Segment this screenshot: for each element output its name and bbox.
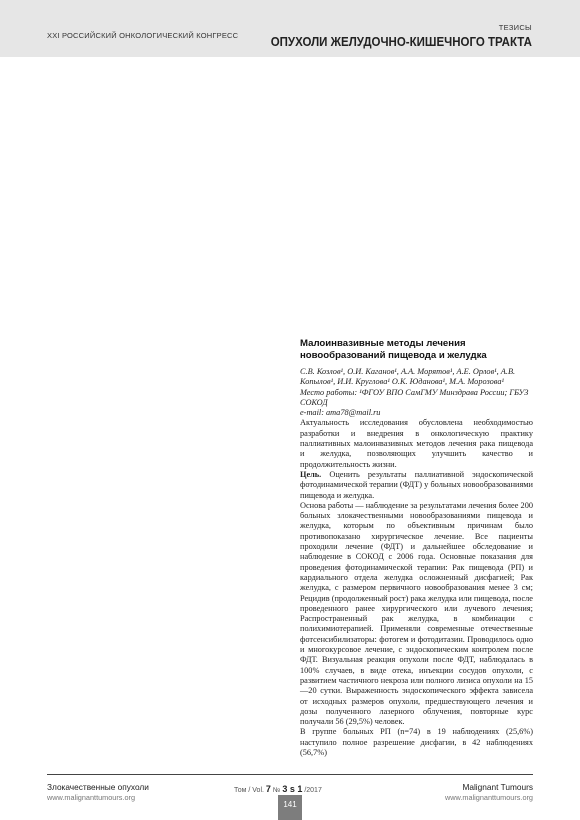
section-title: ОПУХОЛИ ЖЕЛУДОЧНО-КИШЕЧНОГО ТРАКТА [270, 35, 532, 49]
congress-title: XXI РОССИЙСКИЙ ОНКОЛОГИЧЕСКИЙ КОНГРЕСС [47, 31, 239, 40]
issue-year: /2017 [304, 787, 322, 794]
issue-number-label: № [272, 787, 281, 794]
journal-url-right[interactable]: www.malignanttumours.org [444, 793, 533, 802]
article-email: e-mail: ama78@mail.ru [300, 408, 381, 418]
article-authors: С.В. Козлов¹, О.И. Каганов¹, А.А. Морятов¹, А.Е. Орлов¹, А.В. Копылов¹, И.И. Круглова¹ О.К. Юданова¹, М.А. Морозова¹ [300, 367, 516, 387]
journal-title-ru: Злокачественные опухоли [47, 782, 149, 792]
article-affiliation: Место работы: ¹ФГОУ ВПО СамГМУ Минздрава России; ГБУЗ СОКОД [300, 387, 529, 407]
section-label: ТЕЗИСЫ [498, 23, 532, 32]
article [300, 338, 533, 758]
footer-divider [47, 774, 533, 775]
aim-label: Цель. [300, 469, 322, 479]
aim-paragraph [300, 470, 533, 501]
page-number: 141 [278, 795, 302, 820]
basis-paragraph: Основа работы — наблюдение за результатами лечения более 200 больных злокачественными новообразованиями пищевода и желудка, которым по объективным причинам было противопоказано хирургическое лечение. Все пациенты проходили лечение (ФДТ) и дальнейшее обследование и наблюдение в СОКОД с 2006 года. Основные показания для проведения фотодинамической терапии: Рак пищевода (РП) и кардиального отдела желудка осложненный дисфагией; Рак желудка, с размером первичного новообразования менее 3 см; Рецидив (продолженный рост) рака желудка или пищевода, после проведенного ранее хирургического или лучевого лечения; Распространенный рак желудка, в комбинации с полихимиотерапией. Применяли современные отечественные фотсенсибилизаторы: фотогем и фотодитазин. Проводилось одно и многокурсовое лечение, с эндоскопическим контролем после ФДТ. Визуальная реакция опухоли после ФДТ, наблюдалась в 100% случаев, в виде отека, инъекции сосудов опухоли, с развитием частичного некроза или полного лизиса опухоли на 15—20 сутки. Выраженность эндоскопического эффекта зависела от исходных размеров опухоли, предшествующего лечения и дозы полученного лазерного облучения, повторные курс получали 56 (29,5%) человек. [300, 500, 533, 727]
results-paragraph: В группе больных РП (n=74) в 19 наблюдениях (25,6%) наступило полное разрешение дисфагии, в 42 наблюдениях (56,7%) [300, 727, 533, 757]
volume-number: 7 [265, 784, 271, 794]
issue-number: 3 s 1 [282, 784, 303, 794]
journal-title-en: Malignant Tumours [462, 782, 533, 792]
issue-info [234, 784, 322, 794]
relevance-paragraph: Актуальность исследования обусловлена необходимостью разработки и внедрения в онкологическую практику паллиативных малоинвазивных методов лечения рака пищевода и желудка, позволяющих улучшить качество и продолжительность жизни. [300, 418, 533, 469]
issue-prefix: Том / Vol. [234, 787, 264, 794]
article-title: Малоинвазивные методы лечения новообразований пищевода и желудка [300, 338, 487, 361]
aim-text: Оценить результаты паллиативной эндоскопической фотодинамической терапии (ФДТ) у больных новообразованиями пищевода и желудка. [300, 469, 534, 500]
journal-url-left[interactable]: www.malignanttumours.org [47, 793, 136, 802]
